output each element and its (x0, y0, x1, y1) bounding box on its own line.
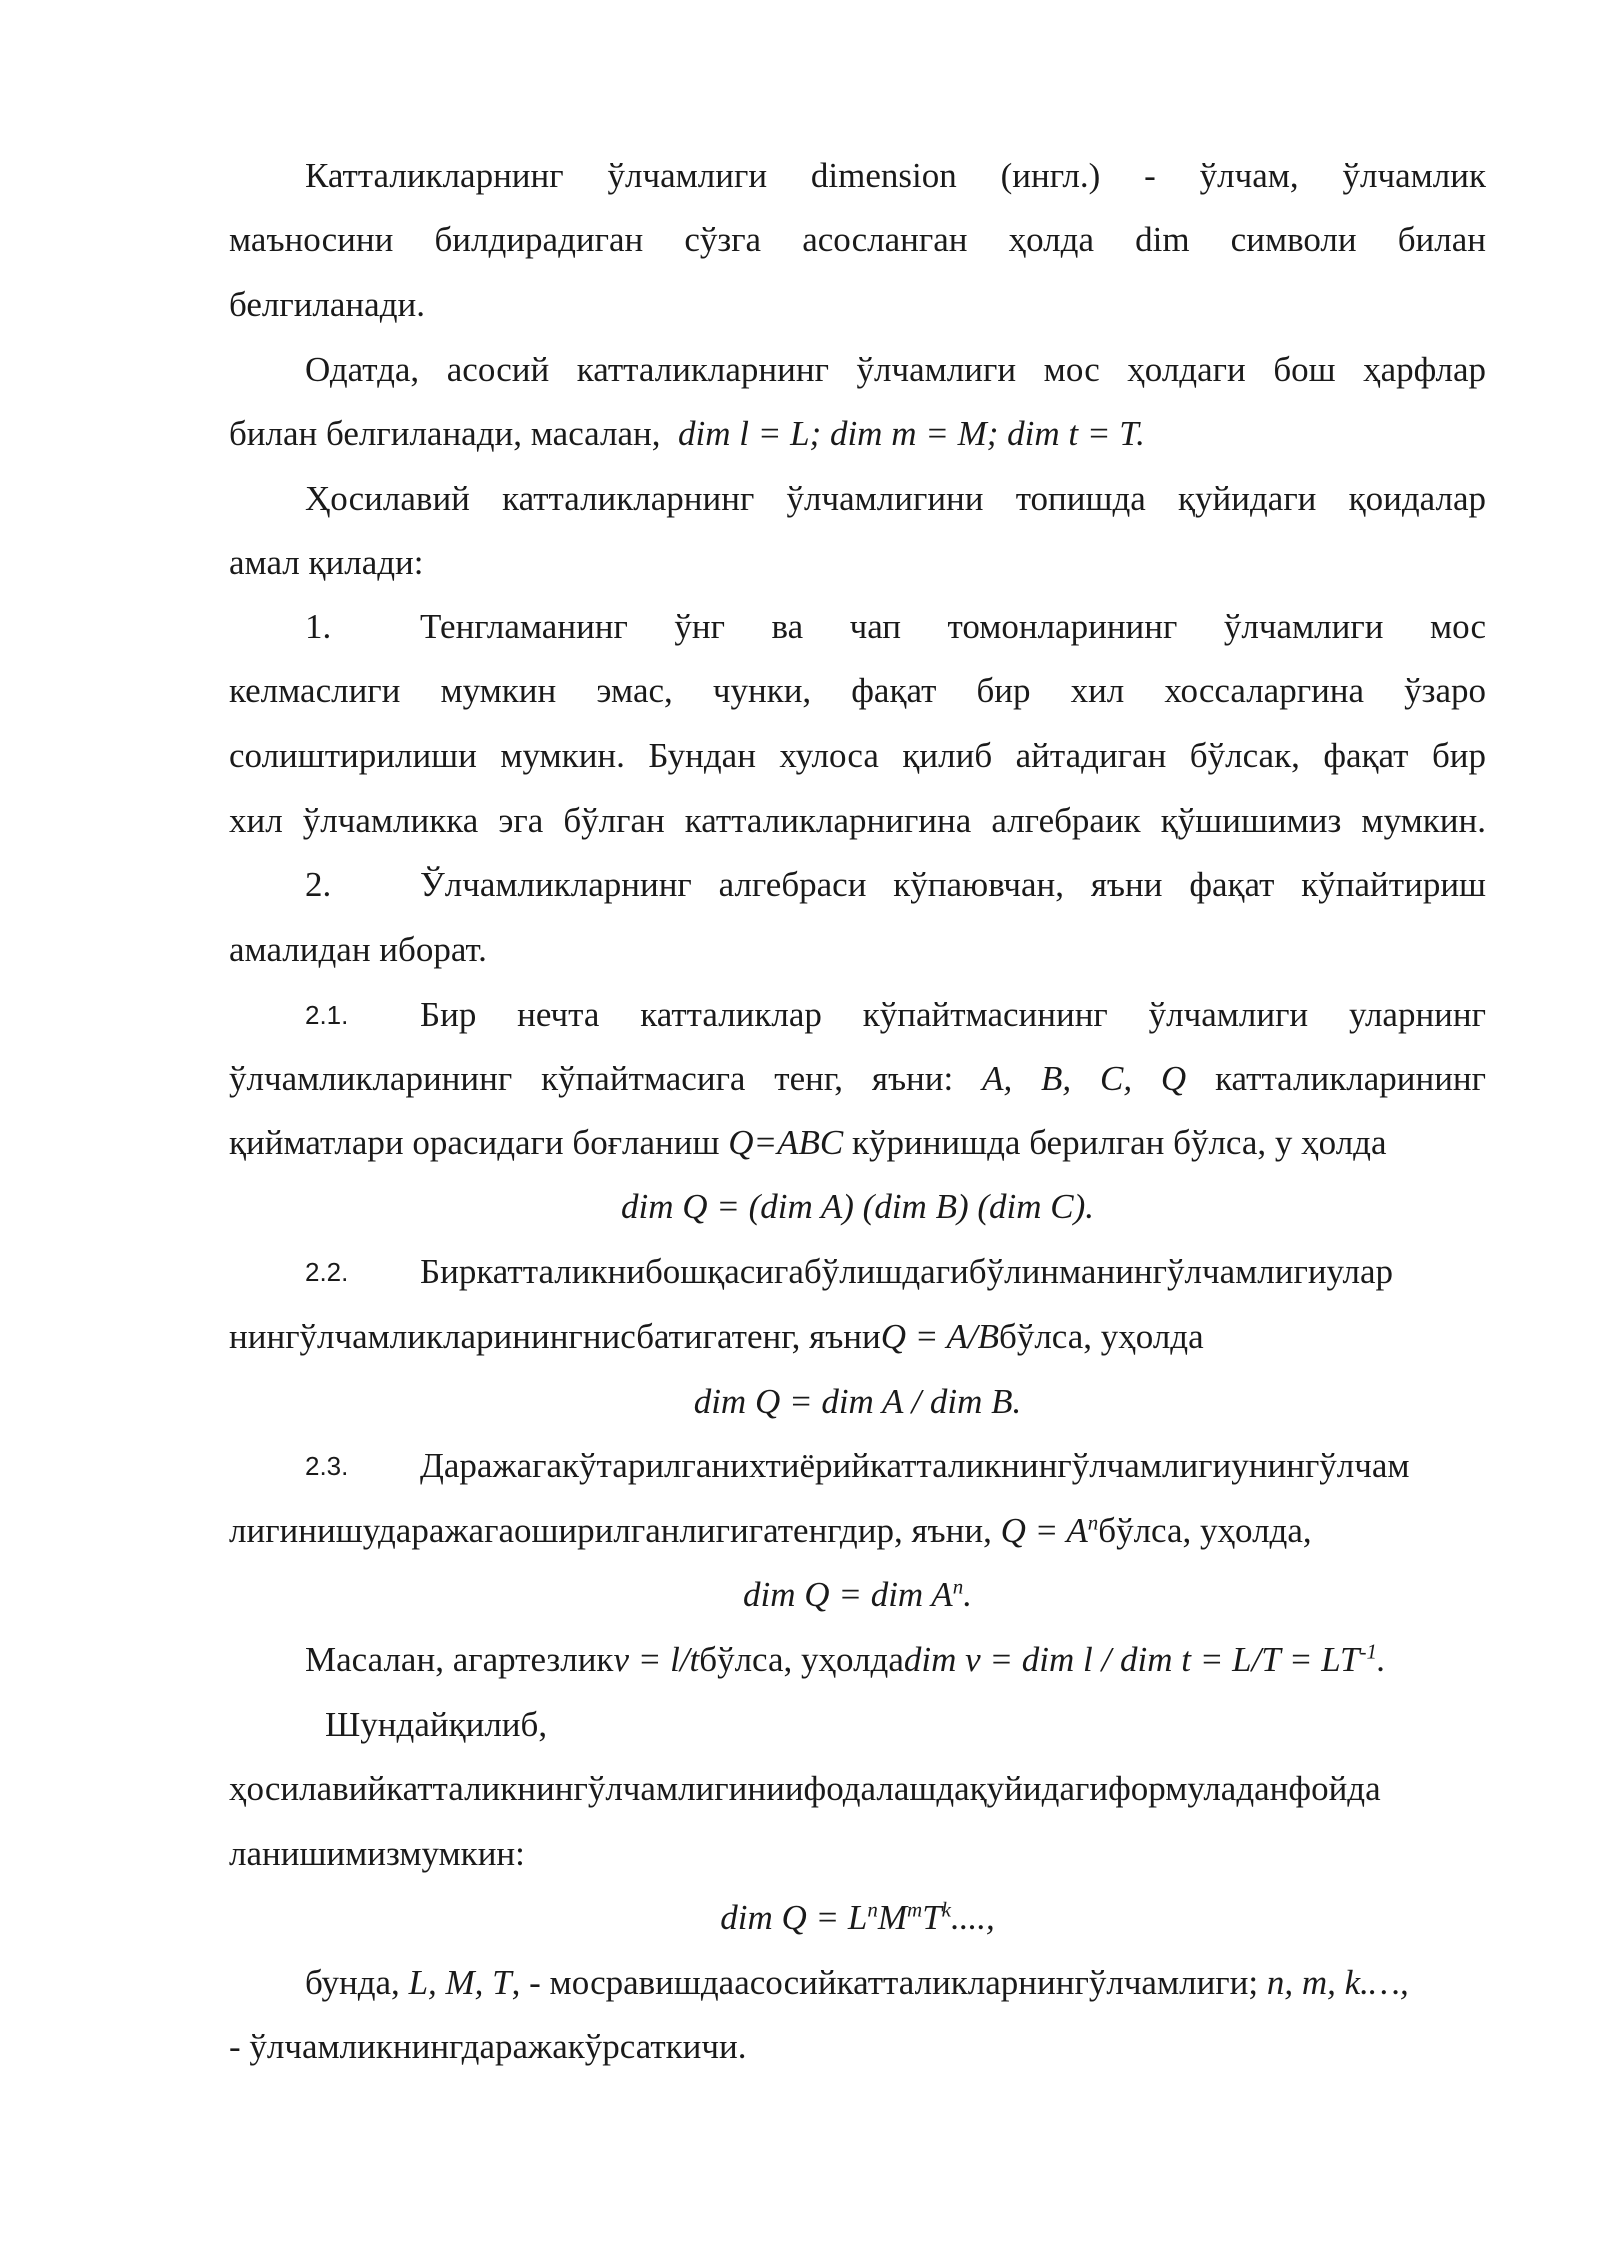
rule-2-3-line-1: Даражагакўтарилганихтиёрийкатталикнингўлчамлигиунингўлчам (420, 1446, 1410, 1485)
exponent-m: m (907, 1897, 923, 1922)
paragraph-2-line-2 (229, 412, 1486, 456)
rule-2-1-line-3 (229, 1121, 1486, 1165)
paragraph-3-line-2: амал қилади: (229, 543, 424, 582)
rule-2-number: 2. (305, 865, 332, 904)
rule-2-2-formula (229, 1380, 1486, 1424)
where-variables: L, M, T (408, 1963, 512, 2002)
rule-2-2-line-2 (229, 1315, 1486, 1359)
where-description: , - мосравишдаасосийкатталикларнингўлчамлиги; (511, 1963, 1259, 2002)
general-dimension-formula: dim $Q = L^nM^mT^k$...., (720, 1897, 995, 1937)
paragraph-1-line-2: маъносини билдирадиган сўзга асосланган ҳолда dim символи билан (229, 220, 1486, 259)
rule-2-3-line-2 (229, 1509, 1486, 1553)
rule-2-2-text: нингўлчамликларинингнисбатигатенг, яъни (229, 1317, 881, 1356)
rule-2-1-line-2 (229, 1057, 1486, 1101)
example-text: Масалан, агартезлик (305, 1640, 614, 1679)
rule-2-3-text: лигинишударажагаоширилганлигигатенгдир, яъни, (229, 1511, 992, 1550)
product-dimension-formula: dim Q = (dim A) (dim B) (dim C). (620, 1187, 1095, 1226)
exponent-n: n (867, 1897, 878, 1922)
rule-2-line-1: Ўлчамликларнинг алгебраси кўпаювчан, яъни фақат кўпайтириш (420, 865, 1486, 904)
rule-2-1-formula (229, 1185, 1486, 1229)
rule-2-1-line-1: Бир нечта катталиклар кўпайтмасининг ўлчамлиги уларнинг (420, 995, 1486, 1034)
rule-2-3-relation: $Q = A^n$ (1000, 1510, 1099, 1550)
where-text: бунда, (305, 1963, 400, 2002)
paragraph-1-line-3: белгиланади. (229, 285, 425, 324)
rule-2-1-relation-text: қийматлари орасидаги боғланиш (229, 1123, 720, 1162)
rule-2-3-exponent: n (1087, 1510, 1099, 1535)
rule-2-2-tail: бўлса, уҳолда (999, 1317, 1204, 1356)
where-exponents: n, m, k.…, (1266, 1963, 1409, 2002)
rule-1-line-4: хил ўлчамликка эга бўлган катталикларнигина алгебраик қўшишимиз мумкин. (229, 801, 1486, 840)
rule-2-1-relation-tail: кўринишда берилган бўлса, у ҳолда (851, 1123, 1387, 1162)
general-formula (229, 1896, 1486, 1940)
conclusion-line-2: ҳосилавийкатталикнингўлчамлигиниифодалашдақуйидагиформуладанфойда (229, 1769, 1381, 1808)
example-text-2: бўлса, уҳолда (699, 1640, 904, 1679)
rule-2-2-relation: Q = A/B (880, 1317, 1000, 1356)
power-dimension-formula: dim Q = dim $A^n$. (743, 1574, 972, 1614)
exponent-k: k (941, 1897, 951, 1922)
rule-1-line-3: солиштирилиши мумкин. Бундан хулоса қилиб айтадиган бўлсак, фақат бир (229, 736, 1486, 775)
rule-2-1-tail: катталикларининг (1215, 1059, 1487, 1098)
rule-2-2-number: 2.2. (305, 1257, 349, 1287)
ratio-dimension-formula: dim Q = dim A / dim B. (693, 1382, 1022, 1421)
rule-1-number: 1. (305, 607, 332, 646)
dimension-formula: dim l = L; dim m = M; dim t = T. (677, 414, 1145, 453)
rule-2-line-2: амалидан иборат. (229, 930, 487, 969)
velocity-formula: v = l/t (613, 1640, 700, 1679)
velocity-dimension-formula: dim v = dim l / dim $t = L/T = LT^{-1}$. (903, 1639, 1386, 1679)
rule-2-3-number: 2.3. (305, 1451, 349, 1481)
example-line (305, 1638, 1486, 1682)
where-line-1 (305, 1961, 1486, 2005)
paragraph-1-line-1: Катталикларнинг ўлчамлиги dimension (ингл.) - ўлчам, ўлчамлик (305, 156, 1486, 195)
conclusion-line-3: ланишимизмумкин: (229, 1834, 525, 1873)
paragraph-2-line-1: Одатда, асосий катталикларнинг ўлчамлиги мос ҳолдаги бош ҳарфлар (305, 350, 1486, 389)
rule-2-1-text: ўлчамликларининг кўпайтмасига тенг, яъни: (229, 1059, 954, 1098)
rule-2-1-variables: A, B, C, Q (982, 1059, 1187, 1098)
power-formula-exponent: n (952, 1574, 964, 1599)
where-line-2: - ўлчамликнингдаражакўрсаткичи. (229, 2027, 747, 2066)
paragraph-3-line-1: Ҳосилавий катталикларнинг ўлчамлигини топишда қуйидаги қоидалар (305, 479, 1486, 518)
rule-2-3-formula (229, 1573, 1486, 1617)
rule-2-1-number: 2.1. (305, 1000, 349, 1030)
rule-2-1-relation-formula: Q=ABC (728, 1123, 844, 1162)
paragraph-2-text: билан белгиланади, масалан, (229, 414, 661, 453)
rule-2-3-tail: бўлса, уҳолда, (1098, 1511, 1312, 1550)
conclusion-line-1: Шундайқилиб, (325, 1705, 548, 1744)
rule-2-2-line-1: Биркатталикнибошқасигабўлишдагибўлинманингўлчамлигиулар (420, 1252, 1394, 1291)
rule-1-line-1: Тенгламанинг ўнг ва чап томонларининг ўлчамлиги мос (420, 607, 1486, 646)
velocity-exponent: -1 (1359, 1639, 1377, 1664)
rule-1-line-2: келмаслиги мумкин эмас, чунки, фақат бир хил хоссаларгина ўзаро (229, 671, 1486, 710)
